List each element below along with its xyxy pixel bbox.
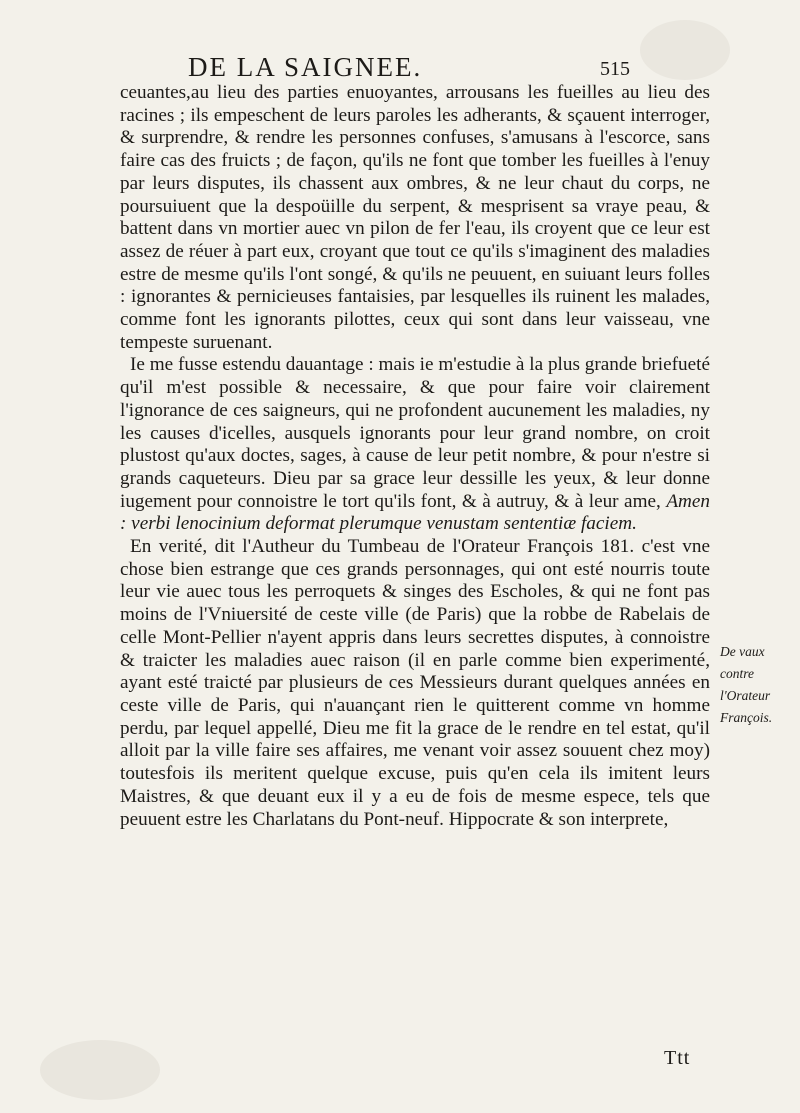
page-number: 515 [600, 58, 630, 80]
paragraph [120, 536, 710, 831]
paragraph-text: ceuantes,au lieu des parties enuoyantes, arrousans les fueilles au lieu des racines ; ils empeschent de leurs paroles les adherants, & sçauent interroger, & surprendre, & rendre les personnes confuses, s'amusans à l'escorce, sans faire cas des fruicts ; de façon, qu'ils ne font que tomber les fueilles à l'enuy par leurs disputes, ils chassent aux ombres, & ne leur chaut du corps, ne poursuiuent que la despoüille du serpent, & mesprisent sa vraye peau, & battent dans vn mortier auec vn pilon de fer l'eau, ils croyent que ce leur est assez de réuer à part eux, croyant que tout ce qu'ils s'imaginent des maladies estre de mesme qu'ils l'ont songé, & qu'ils ne peuuent, en suiuant leurs folles : ignorantes & pernicieuses fantaisies, par lesquelles ils ruinent les malades, comme font les ignorants pilottes, ceux qui sont dans leur vaisseau, vne tempeste suruenant. [120, 82, 710, 353]
paragraph [120, 82, 710, 354]
paragraph [120, 354, 710, 536]
margin-note: De vaux contre l'Orateur François. [720, 644, 773, 725]
paper-stain [40, 1040, 160, 1100]
body-text [120, 82, 710, 831]
latin-quotation: Amen : verbi lenocinium deformat plerumque venustam sententiæ faciem. [120, 490, 710, 535]
paragraph-text: Ie me fusse estendu dauantage : mais ie m'estudie à la plus grande briefueté qu'il m'est possible & necessaire, & que pour faire voir clairement l'ignorance de ces saigneurs, qui ne profondent aucunement les maladies, ny les causes d'icelles, ausquels ignorants pour leur grand nombre, on croit plustost qu'aux doctes, sages, à cause de leur petit nombre, & pour n'estre si grands caqueteurs. Dieu par sa grace leur dessille les yeux, & leur donne iugement pour connoistre le tort qu'ils font, & à autruy, & à leur ame, [120, 354, 710, 512]
paragraph-text: En verité, dit l'Autheur du Tumbeau de l'Orateur François 181. c'est vne chose bien estrange que ces grands personnages, qui ont esté nourris toute leur vie auec tous les perroquets & singes des Escholes, & qui ne font pas moins de l'Vniuersité de ceste ville (de Paris) que la robbe de Rabelais de celle Mont-Pellier n'ayent appris dans leurs secrettes disputes, à connoistre & traicter les maladies auec raison (il en parle comme bien experimenté, ayant esté traicté par plusieurs de ces Messieurs durant quelques années en ceste ville de Paris, qui n'auançant rien le quitterent comme vn homme perdu, par lequel appellé, Dieu me fit la grace de le rendre en tel estat, qu'il alloit par la ville faire ses affaires, me venant voir assez souuent chez moy) toutesfois ils meritent quelque excuse, puis qu'en cela ils imitent leurs Maistres, & que deuant eux il y a eu de fois de mesme espece, tels que peuuent estre les Charlatans du Pont-neuf. Hippocrate & son interprete, [120, 536, 710, 830]
catchword: Ttt [664, 1047, 691, 1069]
paper-stain [640, 20, 730, 80]
running-title: DE LA SAIGNEE. [188, 52, 423, 82]
